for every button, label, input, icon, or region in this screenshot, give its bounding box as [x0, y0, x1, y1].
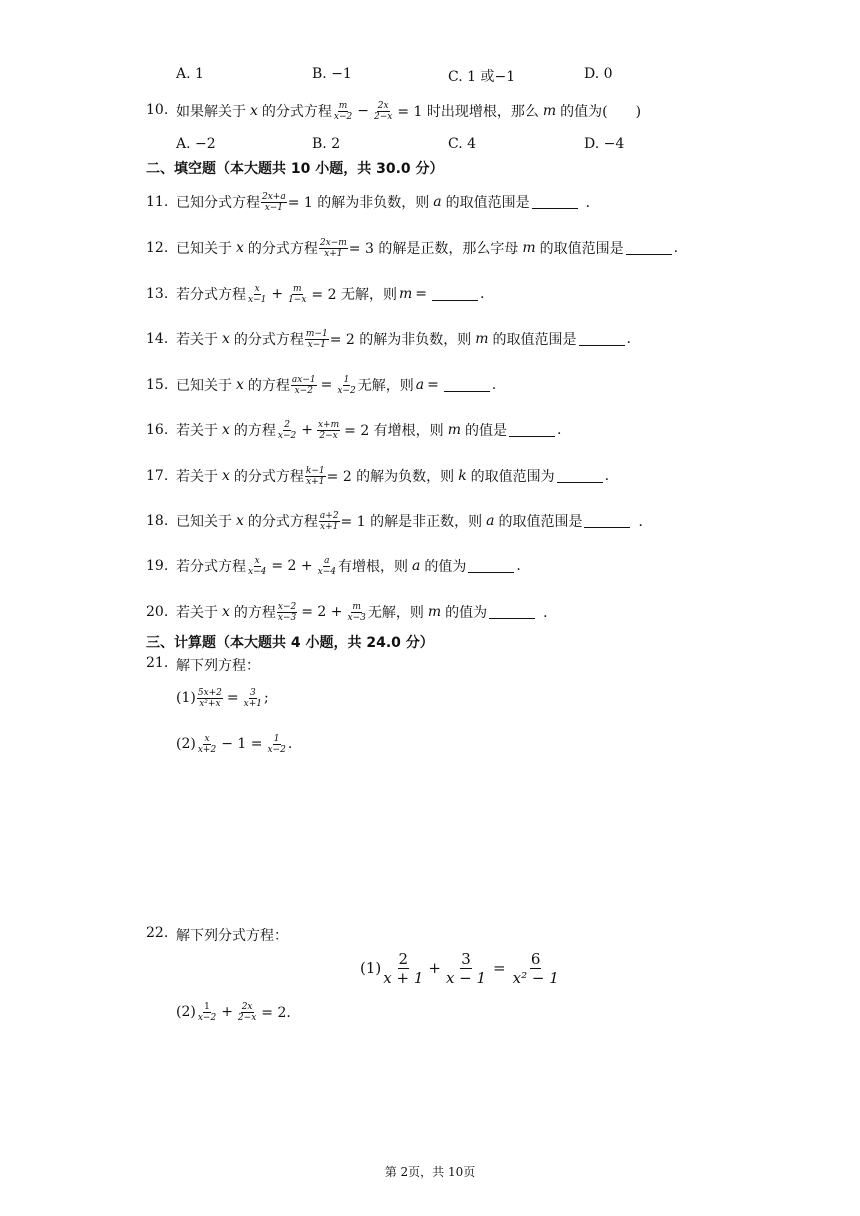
- denominator: x − 1: [445, 968, 487, 987]
- q9-options: [0, 66, 860, 96]
- text: = 1 的解为非负数，则: [287, 195, 430, 211]
- var: x: [236, 377, 244, 393]
- var: m: [475, 331, 489, 347]
- text: 的取值范围是: [498, 514, 583, 530]
- var: k: [458, 468, 467, 484]
- q22-title: 解下列分式方程：: [176, 928, 288, 944]
- denominator: x−2: [277, 430, 297, 441]
- fraction: [347, 602, 367, 623]
- denominator: x−2: [197, 1012, 217, 1023]
- fraction: [291, 375, 317, 396]
- text: ．: [585, 195, 600, 211]
- var: a: [486, 513, 495, 529]
- operator: =: [493, 959, 506, 977]
- q9-option-c[interactable]: C. 1 或−1: [448, 69, 516, 85]
- text: .: [516, 558, 521, 574]
- fraction: [317, 420, 340, 441]
- answer-blank[interactable]: [509, 424, 555, 437]
- q10-option-d[interactable]: D. −4: [584, 136, 625, 152]
- q9-option-b[interactable]: B. −1: [312, 66, 352, 82]
- text: 若关于: [176, 332, 218, 348]
- operator: = 2 +: [301, 604, 343, 620]
- operator: =: [226, 690, 239, 706]
- section-3-heading: 三、计算题（本大题共 4 小题，共 24.0 分）: [146, 635, 434, 651]
- var: m: [447, 422, 461, 438]
- question-16: [0, 414, 860, 444]
- part-label: (1): [176, 690, 196, 706]
- text: 的取值范围是: [445, 195, 530, 211]
- question-13: [0, 278, 860, 308]
- var: m: [427, 604, 442, 620]
- numerator: 1: [343, 374, 350, 385]
- question-number: 22.: [146, 925, 169, 941]
- q21-title: 解下列方程：: [176, 658, 260, 674]
- text: 的分式方程: [233, 469, 304, 485]
- answer-blank[interactable]: [557, 470, 603, 483]
- text: .: [491, 377, 497, 393]
- text: 的值为: [424, 559, 467, 575]
- fraction: [277, 602, 297, 623]
- denominator: x−2: [337, 385, 356, 396]
- numerator: 2: [398, 949, 409, 968]
- text: 的分式方程: [233, 332, 304, 348]
- question-10: 10. 如果解关于 x 的分式方程 $\frac{m}{x-2}$ − $\frac{2x}{2-x}$ = 1 时出现增根，那么 m 的值为( ): [146, 100, 642, 122]
- fraction: [317, 556, 337, 577]
- text: 的取值范围是: [492, 332, 577, 348]
- q21-part-2: [0, 728, 860, 758]
- question-15: [0, 369, 860, 399]
- var: x: [236, 513, 244, 529]
- text: 若分式方程: [176, 559, 246, 575]
- answer-blank[interactable]: [489, 606, 535, 619]
- operator: − 1 =: [221, 736, 263, 752]
- denominator: x−4: [248, 566, 267, 577]
- denominator: x+1: [320, 521, 339, 532]
- numerator: 5x+2: [197, 687, 222, 698]
- text: 无解，则: [357, 378, 414, 394]
- section-2-heading: 二、填空题（本大题共 10 小题，共 30.0 分）: [146, 161, 444, 177]
- text: 的取值范围为: [470, 469, 555, 485]
- fraction: [319, 511, 340, 532]
- numerator: m: [292, 283, 302, 294]
- fraction: [237, 1002, 257, 1023]
- var: x: [222, 604, 230, 620]
- var: m: [522, 240, 536, 256]
- q10-option-b[interactable]: B. 2: [312, 136, 341, 152]
- question-number: 12.: [146, 240, 169, 256]
- question-19: [0, 550, 860, 580]
- question-18: [0, 505, 860, 535]
- text: .: [287, 736, 293, 752]
- var: a: [433, 194, 442, 210]
- var: a: [411, 558, 421, 574]
- denominator: x−1: [264, 202, 284, 213]
- answer-blank[interactable]: [444, 379, 490, 392]
- answer-blank[interactable]: [532, 196, 578, 209]
- text: = 1 时出现增根，那么: [397, 104, 539, 120]
- question-number: 16.: [146, 422, 169, 438]
- numerator: x: [254, 555, 260, 566]
- text: ;: [264, 690, 269, 706]
- text: 如果解关于: [176, 104, 246, 120]
- q9-option-d[interactable]: D. 0: [584, 66, 613, 82]
- text: 的值为: [445, 605, 488, 621]
- fraction: [197, 734, 217, 755]
- fraction: [247, 556, 267, 577]
- part-label: (1): [360, 959, 382, 977]
- fraction: [287, 284, 307, 305]
- q21-part-1: [0, 682, 860, 712]
- denominator: x−3: [277, 612, 297, 623]
- text: 的分式方程: [247, 241, 318, 257]
- answer-blank[interactable]: [579, 333, 625, 346]
- question-number: 18.: [146, 513, 169, 529]
- numerator: m−1: [305, 328, 328, 339]
- text: = 2 的解为负数，则: [326, 469, 455, 485]
- operator: +: [428, 959, 441, 977]
- var: x: [222, 422, 230, 438]
- denominator: 2−x: [237, 1012, 257, 1023]
- text: 无解，则: [367, 605, 424, 621]
- text: 的方程: [233, 605, 276, 621]
- text: = 2 有增根，则: [344, 423, 444, 439]
- answer-blank[interactable]: [626, 242, 672, 255]
- denominator: x + 1: [383, 968, 424, 987]
- denominator: x−1: [248, 294, 267, 305]
- q22-part-1: [360, 948, 561, 988]
- q22-part-2: [0, 996, 860, 1026]
- denominator: x²+x: [199, 698, 221, 709]
- denominator: 2−x: [319, 430, 338, 441]
- operator: =: [427, 377, 439, 393]
- denominator: x+2: [197, 744, 217, 755]
- question-number: 10.: [146, 102, 169, 118]
- part-label: (2): [176, 736, 196, 752]
- numerator: ax−1: [291, 374, 316, 385]
- text: ．: [638, 514, 653, 530]
- text: 的值为( ): [560, 104, 642, 120]
- text: .: [626, 331, 631, 347]
- text: ．: [543, 605, 558, 621]
- numerator: a+2: [319, 510, 339, 521]
- numerator: x+m: [317, 419, 340, 430]
- text: 的方程: [247, 378, 290, 394]
- fraction: [261, 192, 287, 213]
- text: 的方程: [233, 423, 276, 439]
- question-number: 21.: [146, 655, 169, 671]
- q9-option-a[interactable]: A. 1: [176, 66, 204, 82]
- var: x: [250, 103, 258, 119]
- answer-blank[interactable]: [432, 288, 478, 301]
- numerator: 6: [530, 949, 541, 968]
- text: = 2．: [261, 1005, 301, 1021]
- fraction: [277, 420, 297, 441]
- var: a: [415, 377, 425, 393]
- question-11: [0, 186, 860, 216]
- text: = 3 的解是正数，那么字母: [348, 241, 519, 257]
- question-number: 19.: [146, 558, 169, 574]
- text: 若关于: [176, 469, 218, 485]
- numerator: 2x+a: [262, 191, 286, 202]
- numerator: x: [254, 283, 260, 294]
- text: .: [673, 240, 679, 256]
- question-number: 14.: [146, 331, 169, 347]
- numerator: 2: [284, 419, 290, 430]
- text: 的取值范围是: [539, 241, 624, 257]
- text: 已知关于: [176, 378, 232, 394]
- answer-blank[interactable]: [468, 560, 514, 573]
- fraction: [319, 238, 348, 259]
- numerator: 3: [249, 687, 256, 698]
- text: 已知关于: [176, 514, 232, 530]
- text: 若关于: [176, 605, 218, 621]
- q10-option-a[interactable]: A. −2: [176, 136, 216, 152]
- question-17: [0, 460, 860, 490]
- operator: =: [320, 377, 333, 393]
- question-number: 20.: [146, 604, 169, 620]
- question-number: 13.: [146, 286, 169, 302]
- numerator: k−1: [305, 465, 325, 476]
- operator: = 2 +: [271, 558, 313, 574]
- text: .: [556, 422, 562, 438]
- text: = 2 无解，则: [311, 287, 397, 303]
- text: .: [604, 468, 610, 484]
- fraction: [197, 1002, 217, 1023]
- text: 的分式方程: [261, 104, 332, 120]
- answer-blank[interactable]: [584, 515, 630, 528]
- question-20: [0, 596, 860, 626]
- denominator: x−4: [317, 566, 336, 577]
- fraction: [382, 950, 424, 987]
- operator: +: [271, 286, 284, 302]
- part-label: (2): [176, 1004, 196, 1020]
- text: 有增根，则: [337, 559, 408, 575]
- var: m: [542, 103, 557, 119]
- question-number: 11.: [146, 194, 169, 210]
- var: x: [236, 240, 244, 256]
- operator: =: [415, 286, 427, 302]
- fraction: [445, 950, 487, 987]
- numerator: 2x: [241, 1001, 253, 1012]
- numerator: 1: [273, 733, 280, 744]
- denominator: x+1: [306, 476, 325, 487]
- fraction: [243, 688, 263, 709]
- fraction: [247, 284, 267, 305]
- denominator: x+1: [243, 698, 262, 709]
- text: .: [479, 286, 485, 302]
- fraction: [305, 329, 329, 350]
- text: = 1 的解是非正数，则: [340, 514, 483, 530]
- var: x: [222, 331, 230, 347]
- question-12: [0, 232, 860, 262]
- text: 已知分式方程: [176, 195, 260, 211]
- q10-option-c[interactable]: C. 4: [448, 136, 477, 152]
- operator: +: [301, 422, 313, 438]
- denominator: x−1: [307, 339, 326, 350]
- page-footer: 第 2页，共 10页: [384, 1165, 476, 1179]
- text: 已知关于: [176, 241, 232, 257]
- question-number: 15.: [146, 377, 169, 393]
- text: 若分式方程: [176, 287, 246, 303]
- text: = 2 的解为非负数，则: [329, 332, 472, 348]
- fraction: $\frac{2x}{2-x}$: [373, 100, 393, 122]
- denominator: 1−x: [288, 294, 307, 305]
- numerator: 2x−m: [319, 237, 347, 248]
- var: x: [222, 468, 230, 484]
- operator: +: [221, 1004, 233, 1020]
- numerator: a: [324, 555, 330, 566]
- fraction: [305, 466, 326, 487]
- text: 若关于: [176, 423, 218, 439]
- denominator: x−2: [267, 744, 286, 755]
- denominator: x−2: [294, 385, 313, 396]
- var: m: [398, 286, 413, 302]
- text: 的值是: [464, 423, 507, 439]
- denominator: x² − 1: [512, 968, 559, 987]
- fraction: [197, 688, 223, 709]
- numerator: m: [352, 601, 361, 612]
- fraction: [512, 950, 560, 987]
- fraction: $\frac{m}{x-2}$: [333, 100, 353, 122]
- numerator: x: [204, 733, 210, 744]
- numerator: 1: [204, 1001, 210, 1012]
- numerator: x−2: [277, 601, 297, 612]
- fraction: [336, 375, 356, 396]
- text: 的分式方程: [247, 514, 318, 530]
- denominator: x−3: [347, 612, 366, 623]
- question-number: 17.: [146, 468, 169, 484]
- fraction: [266, 734, 286, 755]
- denominator: x+1: [324, 248, 343, 259]
- question-14: [0, 323, 860, 353]
- numerator: 3: [461, 949, 471, 968]
